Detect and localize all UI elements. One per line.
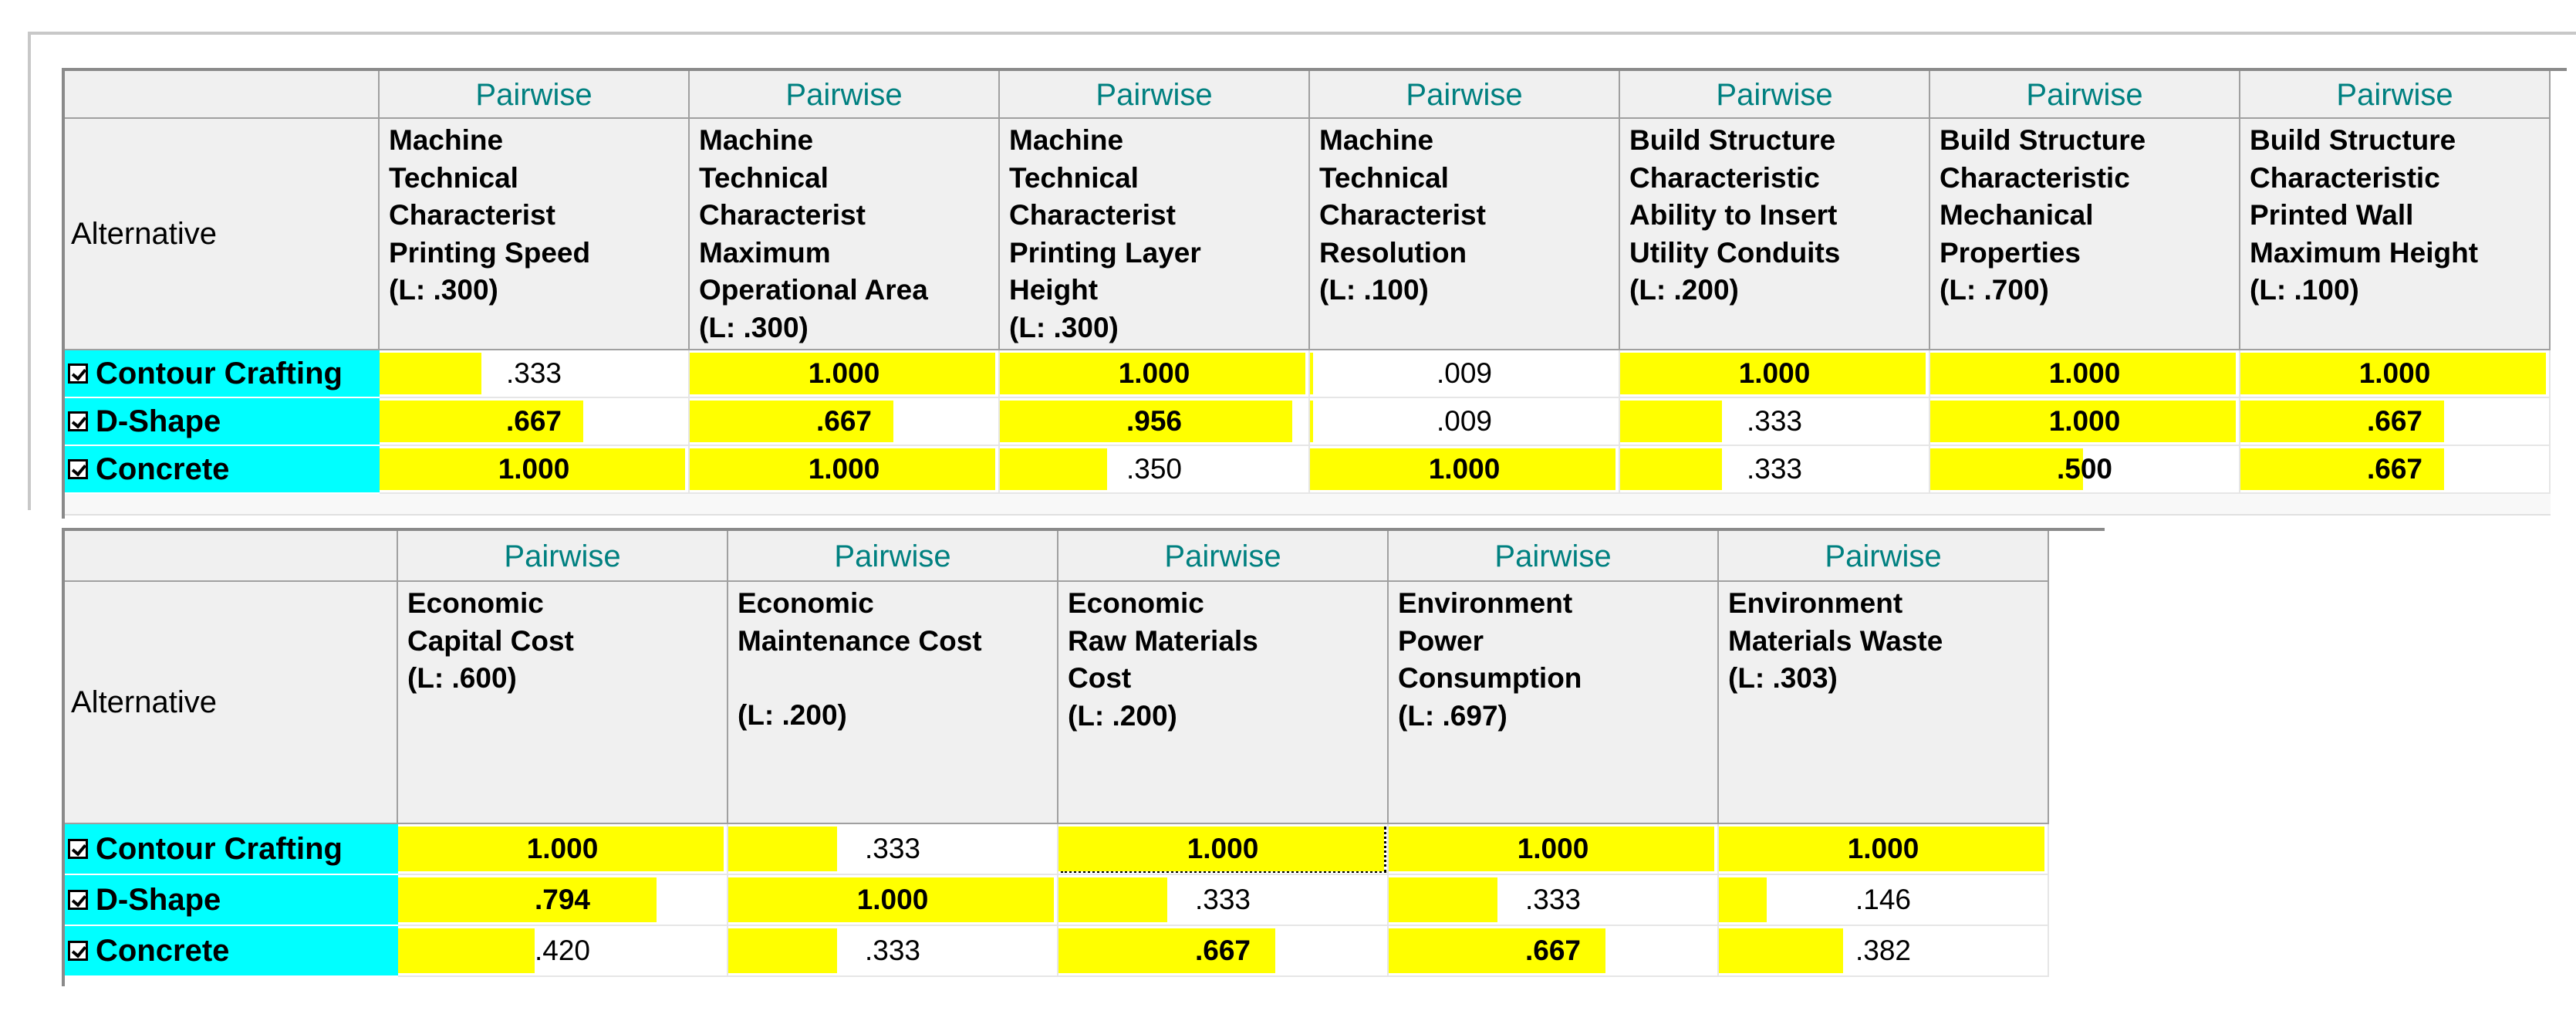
criterion-header-line: (L: .600) (407, 662, 517, 694)
priority-cell[interactable] (2240, 446, 2551, 494)
pairwise-mode-link[interactable]: Pairwise (398, 531, 728, 582)
checkbox-checked-icon[interactable] (68, 459, 88, 479)
criterion-header-line: Maximum Height (2250, 236, 2479, 269)
criterion-header-line: Maintenance Cost (738, 624, 982, 657)
priority-cell[interactable] (1620, 350, 1930, 398)
checkbox-checked-icon[interactable] (68, 411, 88, 431)
criterion-header-line: Height (1009, 274, 1099, 306)
criterion-header-line: Printing Speed (389, 236, 591, 269)
priority-value: .667 (815, 405, 872, 437)
priority-cell[interactable] (1389, 875, 1719, 926)
criterion-header[interactable] (1058, 582, 1389, 824)
criterion-header-line: Machine (1009, 124, 1124, 156)
criterion-header-line: Properties (1940, 236, 2081, 269)
criterion-header-line: (L: .200) (1629, 274, 1739, 306)
pairwise-mode-link[interactable]: Pairwise (1000, 71, 1310, 119)
priority-cell[interactable] (1310, 446, 1620, 494)
alternative-row-label[interactable] (65, 350, 380, 398)
pairwise-mode-link[interactable]: Pairwise (1310, 71, 1620, 119)
priority-cell[interactable] (1000, 350, 1310, 398)
criterion-header-line: Characteristic (2250, 161, 2440, 194)
checkbox-checked-icon[interactable] (68, 890, 88, 910)
priority-value: 1.000 (1187, 833, 1259, 864)
alternative-name: D-Shape (96, 882, 221, 917)
criterion-header-line: Machine (1319, 124, 1434, 156)
priority-cell[interactable] (398, 926, 728, 977)
criterion-header-line: (L: .100) (2250, 274, 2359, 306)
criterion-header-line (738, 660, 1057, 697)
criterion-header-line: (L: .300) (389, 274, 498, 306)
priority-value: .420 (534, 935, 590, 966)
criterion-header-line: Printed Wall (2250, 199, 2414, 231)
priority-cell[interactable] (728, 824, 1058, 875)
priority-value: 1.000 (1118, 357, 1190, 389)
checkbox-checked-icon[interactable] (68, 363, 88, 384)
pairwise-mode-link[interactable]: Pairwise (1058, 531, 1389, 582)
priority-value: 1.000 (1428, 453, 1501, 485)
priority-value: 1.000 (2048, 357, 2121, 389)
criteria-grid-economic-environment (62, 528, 2105, 986)
priority-value: .382 (1855, 935, 1911, 966)
corner-cell (65, 71, 380, 119)
criterion-header-line: Economic (407, 587, 544, 619)
criterion-header-line: (L: .697) (1398, 699, 1507, 732)
alternative-row-label[interactable] (65, 398, 380, 446)
window-border-top (31, 32, 2576, 35)
criterion-header-line: Technical (389, 161, 518, 194)
pairwise-mode-link[interactable]: Pairwise (2240, 71, 2551, 119)
criterion-header[interactable] (380, 119, 690, 350)
priority-cell[interactable] (1719, 824, 2049, 875)
priority-cell[interactable] (690, 398, 1000, 446)
criterion-header-line: (L: .700) (1940, 274, 2049, 306)
criterion-header-line: Technical (1319, 161, 1449, 194)
alternative-name: D-Shape (96, 404, 221, 438)
criterion-header-line: Cost (1068, 662, 1132, 694)
pairwise-mode-link[interactable]: Pairwise (1389, 531, 1719, 582)
alternative-name: Contour Crafting (96, 356, 343, 390)
criterion-header-line: (L: .100) (1319, 274, 1429, 306)
priority-cell[interactable] (1058, 926, 1389, 977)
priority-value: 1.000 (1847, 833, 1919, 864)
criterion-header[interactable] (398, 582, 728, 824)
alternative-row-label[interactable] (65, 926, 398, 977)
pairwise-mode-link[interactable]: Pairwise (1719, 531, 2049, 582)
criterion-header-line: Environment (1398, 587, 1573, 619)
priority-value: .146 (1855, 884, 1911, 915)
checkbox-checked-icon[interactable] (68, 839, 88, 859)
criterion-header-line: Characterist (1319, 199, 1486, 231)
priority-value: 1.000 (1738, 357, 1811, 389)
priority-value: .794 (534, 884, 590, 915)
priority-cell[interactable] (1389, 824, 1719, 875)
priority-value: .500 (2056, 453, 2112, 485)
criterion-header-line: Ability to Insert (1629, 199, 1838, 231)
criterion-header-line: Printing Layer (1009, 236, 1201, 269)
criterion-header[interactable] (1930, 119, 2240, 350)
priority-cell[interactable] (1719, 875, 2049, 926)
priority-value: .350 (1126, 453, 1182, 485)
priority-cell[interactable] (398, 875, 728, 926)
priority-cell[interactable] (728, 926, 1058, 977)
priority-value: .667 (1524, 935, 1581, 966)
priority-cell[interactable] (380, 398, 690, 446)
criterion-header-line: Characteristic (1629, 161, 1820, 194)
priority-cell[interactable] (1310, 350, 1620, 398)
criterion-header-line: Maximum (699, 236, 831, 269)
priority-value: .009 (1436, 357, 1492, 389)
priority-value: .333 (505, 357, 562, 389)
priority-value: .333 (1746, 453, 1802, 485)
criterion-header-line: Machine (389, 124, 504, 156)
criterion-header-line: Characteristic (1940, 161, 2130, 194)
priority-cell[interactable] (1719, 926, 2049, 977)
priority-cell[interactable] (1000, 446, 1310, 494)
priority-cell[interactable] (1389, 926, 1719, 977)
priority-value: .333 (1524, 884, 1581, 915)
pairwise-mode-link[interactable]: Pairwise (690, 71, 1000, 119)
priority-cell[interactable] (2240, 398, 2551, 446)
pairwise-mode-link[interactable]: Pairwise (1930, 71, 2240, 119)
alternative-name: Concrete (96, 933, 230, 968)
criterion-header-line: Economic (738, 587, 874, 619)
alternative-row-label[interactable] (65, 875, 398, 926)
priority-cell[interactable] (1930, 398, 2240, 446)
criterion-header-line: Technical (699, 161, 829, 194)
priority-cell[interactable] (690, 446, 1000, 494)
criterion-header-line: Mechanical (1940, 199, 2094, 231)
empty-row (65, 494, 2551, 516)
alternative-row-label[interactable] (65, 824, 398, 875)
priority-cell[interactable] (380, 446, 690, 494)
criteria-grid-machine-build (62, 68, 2567, 519)
priority-cell[interactable] (1058, 875, 1389, 926)
priority-value: 1.000 (808, 357, 880, 389)
criterion-header[interactable] (1719, 582, 2049, 824)
alternative-name: Concrete (96, 451, 230, 486)
criterion-header-line: (L: .200) (738, 699, 847, 731)
criterion-header-line: (L: .300) (1009, 311, 1119, 343)
pairwise-mode-link[interactable]: Pairwise (1620, 71, 1930, 119)
priority-cell[interactable] (2240, 350, 2551, 398)
priority-value: 1.000 (2358, 357, 2431, 389)
criterion-header[interactable] (1389, 582, 1719, 824)
window-border-left (28, 32, 31, 510)
criterion-header-line: (L: .200) (1068, 699, 1177, 732)
priority-value: 1.000 (856, 884, 929, 915)
corner-cell (65, 531, 398, 582)
priority-cell[interactable] (1310, 398, 1620, 446)
alternative-row-label[interactable] (65, 446, 380, 494)
priority-value: .667 (2366, 405, 2422, 437)
alternative-header[interactable]: Alternative (65, 119, 380, 350)
priority-value: 1.000 (498, 453, 570, 485)
priority-cell[interactable] (1930, 446, 2240, 494)
priority-cell[interactable] (1620, 398, 1930, 446)
priority-cell[interactable] (728, 875, 1058, 926)
criterion-header[interactable] (690, 119, 1000, 350)
criterion-header-line: (L: .303) (1728, 662, 1838, 694)
priority-cell[interactable] (690, 350, 1000, 398)
priority-value: .333 (864, 833, 920, 864)
criterion-header-line: Resolution (1319, 236, 1467, 269)
criterion-header-line: Economic (1068, 587, 1204, 619)
priority-value: 1.000 (808, 453, 880, 485)
priority-value: .333 (864, 935, 920, 966)
criterion-header-line: Technical (1009, 161, 1139, 194)
pairwise-mode-link[interactable]: Pairwise (380, 71, 690, 119)
criterion-header-line: Power (1398, 624, 1484, 657)
priority-cell[interactable] (1000, 398, 1310, 446)
criterion-header-line: Capital Cost (407, 624, 574, 657)
criterion-header-line: (L: .300) (699, 311, 809, 343)
criterion-header-line: Machine (699, 124, 814, 156)
priority-value: .667 (1194, 935, 1251, 966)
priority-value: .667 (505, 405, 562, 437)
criterion-header-line: Build Structure (1629, 124, 1836, 156)
priority-cell[interactable] (1930, 350, 2240, 398)
alternative-header[interactable]: Alternative (65, 582, 398, 824)
priority-cell[interactable] (398, 824, 728, 875)
priority-value: .009 (1436, 405, 1492, 437)
criterion-header[interactable] (2240, 119, 2551, 350)
priority-cell[interactable] (1058, 824, 1389, 875)
criterion-header-line: Materials Waste (1728, 624, 1943, 657)
priority-value: .333 (1194, 884, 1251, 915)
alternative-name: Contour Crafting (96, 831, 343, 866)
priority-value: .956 (1126, 405, 1182, 437)
criterion-header[interactable] (1000, 119, 1310, 350)
priority-value: 1.000 (2048, 405, 2121, 437)
priority-cell[interactable] (1620, 446, 1930, 494)
pairwise-mode-link[interactable]: Pairwise (728, 531, 1058, 582)
priority-value: .333 (1746, 405, 1802, 437)
criterion-header-line: Consumption (1398, 662, 1582, 694)
priority-value: 1.000 (526, 833, 599, 864)
criterion-header-line: Raw Materials (1068, 624, 1258, 657)
priority-cell[interactable] (380, 350, 690, 398)
criterion-header-line: Characterist (1009, 199, 1176, 231)
checkbox-checked-icon[interactable] (68, 941, 88, 961)
criterion-header[interactable] (728, 582, 1058, 824)
criterion-header-line: Build Structure (1940, 124, 2146, 156)
criterion-header-line: Characterist (699, 199, 866, 231)
criterion-header-line: Utility Conduits (1629, 236, 1841, 269)
priority-value: .667 (2366, 453, 2422, 485)
criterion-header-line: Operational Area (699, 274, 928, 306)
criterion-header-line: Characterist (389, 199, 555, 231)
criterion-header-line: Environment (1728, 587, 1903, 619)
priority-value: 1.000 (1517, 833, 1589, 864)
criterion-header[interactable] (1620, 119, 1930, 350)
criterion-header-line: Build Structure (2250, 124, 2456, 156)
criterion-header[interactable] (1310, 119, 1620, 350)
